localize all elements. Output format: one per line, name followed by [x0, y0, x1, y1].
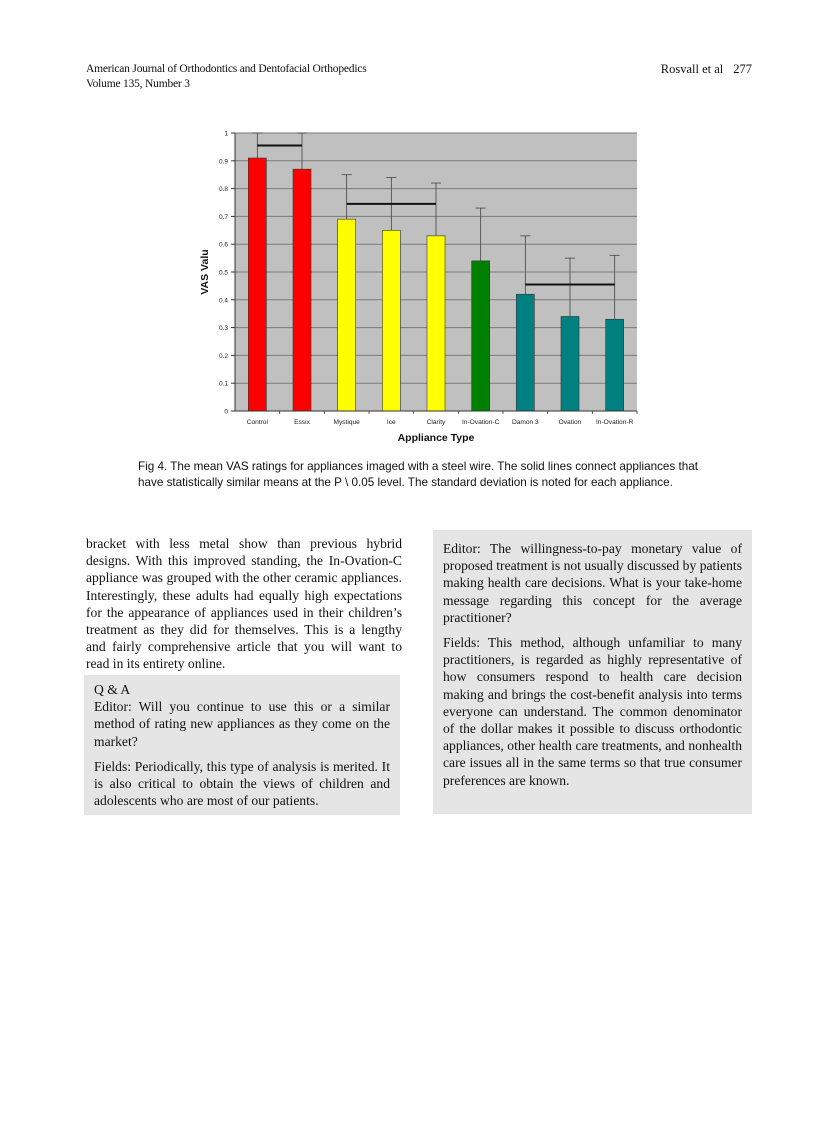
figure-caption: Fig 4. The mean VAS ratings for appliances imaged with a steel wire. The solid lines connect appliances that have statistically similar means at the P \ 0.05 level. The standard deviation is noted for each appliance.: [138, 460, 699, 489]
x-tick-label: Control: [246, 419, 268, 426]
y-tick-label: 0.4: [218, 297, 228, 305]
x-tick-label: In-Ovation-R: [595, 419, 634, 426]
bar-chart-svg: [190, 125, 650, 450]
bar-clarity: [427, 236, 445, 411]
y-tick-label: 0.3: [218, 325, 228, 333]
y-tick-label: 0.9: [218, 158, 228, 166]
bar-ice: [382, 230, 400, 411]
bar-mystique: [338, 219, 356, 411]
x-tick-label: Mystique: [333, 419, 360, 426]
y-tick-label: 0.1: [218, 380, 228, 388]
x-tick-labels: [247, 419, 634, 426]
x-tick-label: Essix: [294, 419, 310, 426]
x-tick-label: Clarity: [426, 419, 446, 426]
y-tick-label: 0.7: [218, 213, 228, 221]
y-tick-label: 0.2: [218, 352, 228, 360]
y-tick-labels: [219, 131, 228, 416]
x-tick-label: Damon 3: [511, 419, 539, 426]
qa-heading: Q & A: [94, 682, 131, 697]
bar-ovation: [561, 316, 579, 411]
author-names: Rosvall et al: [660, 62, 724, 76]
fields-answer: Fields: Periodically, this type of analysis is merited. It is also critical to obtain the views of children and adolescents who are most of our patients.: [94, 758, 390, 809]
x-tick-label: Ovation: [558, 419, 582, 426]
editor-question: Editor: Will you continue to use this or a similar method of rating new appliances as they come on the market?: [94, 699, 390, 749]
editor-question: Editor: The willingness-to-pay monetary value of proposed treatment is not usually discussed by patients making health care decisions. What is your take-home message regarding this concept for the average practitioner?: [443, 541, 742, 625]
bar-in-ovation-c: [472, 261, 490, 411]
y-axis-label: VAS Valu: [199, 249, 211, 295]
qa-box-right: [433, 530, 752, 814]
bar-control: [248, 158, 266, 411]
running-header-journal: [86, 62, 367, 92]
y-tick-label: 0.6: [218, 241, 228, 249]
page-number: 277: [733, 62, 752, 76]
bar-in-ovation-r: [606, 319, 624, 411]
journal-volume: Volume 135, Number 3: [86, 78, 190, 90]
body-paragraph-left: bracket with less metal show than previous hybrid designs. With this improved standing, the In-Ovation-C appliance was grouped with the other ceramic appliances. Interestingly, these adults had equally high expectations for the appearance of appliances used in their children’s treatment as they did for themselves. This is a lengthy and fairly comprehensive article that you will want to read in its entirety online.: [86, 536, 402, 672]
y-tick-label: 0.8: [218, 186, 228, 194]
x-tick-label: In-Ovation-C: [461, 419, 500, 426]
bar-essix: [293, 169, 311, 411]
y-tick-label: 0.5: [218, 269, 228, 277]
y-tick-label: 0: [224, 408, 228, 416]
bar-damon-3: [516, 294, 534, 411]
qa-box-left: [84, 675, 400, 815]
x-tick-label: Ice: [386, 419, 396, 426]
x-axis-label: Appliance Type: [397, 432, 475, 444]
fields-answer: Fields: This method, although unfamiliar to many practitioners, is regarded as highly representative of how consumers respond to health care decision making and brings the cost-benefit analysis into terms everyone can understand. The common denominator of the dollar makes it possible to discuss orthodontic appliances, other health care treatments, and nonhealth care issues all in the same terms so that true consumer preferences are known.: [443, 635, 742, 788]
journal-title: American Journal of Orthodontics and Dentofacial Orthopedics: [86, 63, 367, 75]
running-header-page: [661, 62, 752, 77]
figure-4-chart: [190, 125, 650, 450]
y-tick-label: 1: [224, 130, 228, 138]
